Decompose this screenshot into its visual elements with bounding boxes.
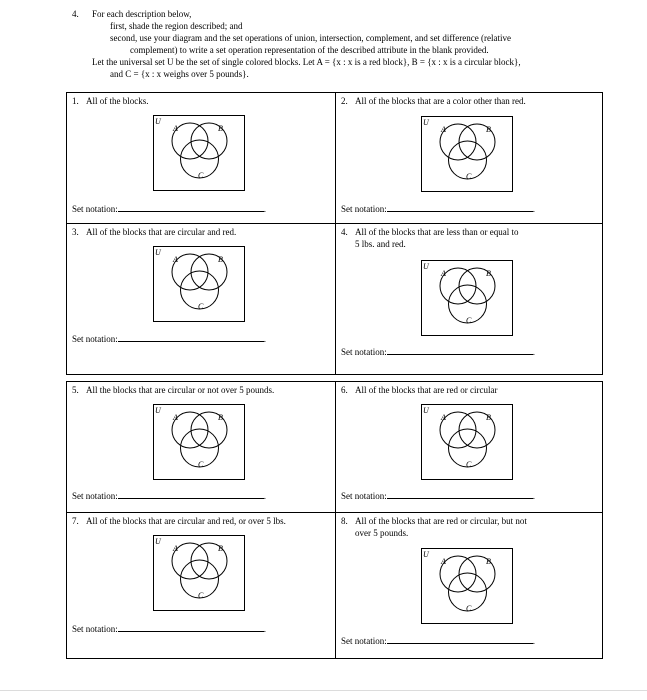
problem-number: 5. bbox=[72, 385, 79, 395]
set-c-label: C bbox=[198, 591, 204, 600]
problem-title bbox=[72, 384, 329, 396]
problem-text: All of the blocks. bbox=[86, 96, 149, 106]
problem-panel-4 bbox=[335, 223, 603, 375]
problem-panel-7 bbox=[66, 512, 336, 659]
set-notation-period: . bbox=[263, 491, 266, 501]
set-notation-row bbox=[72, 623, 266, 635]
venn-diagram[interactable] bbox=[421, 260, 513, 336]
problem-panel-3 bbox=[66, 223, 336, 375]
problem-text: All of the blocks that are circular and red, or over 5 lbs. bbox=[86, 516, 286, 526]
problem-title bbox=[341, 95, 596, 107]
question-line-3: second, use your diagram and the set operations of union, intersection, complement, and set difference (relative bbox=[110, 33, 511, 43]
venn-diagram[interactable] bbox=[421, 548, 513, 624]
venn-svg bbox=[153, 535, 245, 611]
set-notation-row bbox=[72, 490, 266, 502]
problem-text: All the blocks that are circular or not over 5 pounds. bbox=[86, 385, 275, 395]
set-notation-blank[interactable] bbox=[387, 203, 533, 212]
problem-text-continued: over 5 pounds. bbox=[355, 528, 409, 538]
set-notation-blank[interactable] bbox=[118, 333, 264, 342]
set-a-label: A bbox=[441, 413, 446, 422]
set-notation-row bbox=[341, 635, 535, 647]
set-notation-period: . bbox=[263, 624, 266, 634]
set-notation-label: Set notation: bbox=[341, 636, 387, 646]
problem-text: All of the blocks that are red or circular, but not bbox=[355, 516, 527, 526]
universal-set-label: U bbox=[423, 262, 429, 271]
question-line-5: Let the universal set U be the set of single colored blocks. Let A = {x : x is a red block}, B = {x : x is a circular block}, bbox=[92, 57, 521, 67]
problem-title bbox=[341, 384, 596, 396]
problem-title bbox=[72, 515, 329, 527]
set-a-label: A bbox=[173, 255, 178, 264]
problem-text: All of the blocks that are a color other than red. bbox=[355, 96, 526, 106]
problem-title bbox=[341, 226, 596, 250]
set-c-label: C bbox=[466, 604, 472, 613]
set-notation-period: . bbox=[532, 347, 535, 357]
set-notation-blank[interactable] bbox=[118, 623, 264, 632]
question-line-4: complement) to write a set operation representation of the described attribute in the blank provided. bbox=[130, 45, 489, 55]
question-line-1: For each description below, bbox=[92, 9, 192, 19]
set-notation-label: Set notation: bbox=[341, 491, 387, 501]
venn-diagram[interactable] bbox=[153, 115, 245, 191]
set-notation-label: Set notation: bbox=[72, 491, 118, 501]
set-notation-label: Set notation: bbox=[341, 347, 387, 357]
set-b-label: B bbox=[486, 413, 491, 422]
set-notation-period: . bbox=[532, 636, 535, 646]
venn-diagram[interactable] bbox=[421, 116, 513, 192]
problem-number: 3. bbox=[72, 227, 79, 237]
question-line-2: first, shade the region described; and bbox=[110, 21, 243, 31]
problem-text: All of the blocks that are red or circular bbox=[355, 385, 498, 395]
set-b-label: B bbox=[218, 544, 223, 553]
problem-text: All of the blocks that are less than or equal to bbox=[355, 227, 519, 237]
venn-diagram[interactable] bbox=[153, 535, 245, 611]
venn-diagram[interactable] bbox=[153, 404, 245, 480]
venn-svg bbox=[153, 115, 245, 191]
set-b-label: B bbox=[218, 124, 223, 133]
set-c-label: C bbox=[198, 171, 204, 180]
question-line-6: and C = {x : x weighs over 5 pounds}. bbox=[110, 69, 249, 79]
set-c-label: C bbox=[466, 460, 472, 469]
set-c-label: C bbox=[466, 172, 472, 181]
set-b-label: B bbox=[218, 413, 223, 422]
universal-set-label: U bbox=[423, 406, 429, 415]
problem-title bbox=[72, 95, 329, 107]
page-bottom-border bbox=[0, 690, 647, 691]
venn-svg bbox=[153, 246, 245, 322]
problem-number: 2. bbox=[341, 96, 348, 106]
set-a-label: A bbox=[441, 125, 446, 134]
set-b-label: B bbox=[486, 557, 491, 566]
problem-panel-2 bbox=[335, 92, 603, 224]
set-notation-blank[interactable] bbox=[387, 346, 533, 355]
universal-set-label: U bbox=[155, 117, 161, 126]
set-notation-label: Set notation: bbox=[341, 204, 387, 214]
set-b-label: B bbox=[486, 269, 491, 278]
universal-set-label: U bbox=[155, 248, 161, 257]
universal-set-label: U bbox=[155, 406, 161, 415]
set-a-label: A bbox=[441, 557, 446, 566]
set-notation-row bbox=[341, 346, 535, 358]
question-number: 4. bbox=[72, 9, 79, 19]
set-notation-period: . bbox=[532, 204, 535, 214]
set-notation-blank[interactable] bbox=[118, 203, 264, 212]
set-notation-period: . bbox=[532, 491, 535, 501]
set-notation-label: Set notation: bbox=[72, 334, 118, 344]
set-notation-row bbox=[72, 333, 266, 345]
set-c-label: C bbox=[198, 302, 204, 311]
set-b-label: B bbox=[218, 255, 223, 264]
problem-number: 6. bbox=[341, 385, 348, 395]
problem-text: All of the blocks that are circular and red. bbox=[86, 227, 237, 237]
set-a-label: A bbox=[173, 544, 178, 553]
set-b-label: B bbox=[486, 125, 491, 134]
problem-number: 1. bbox=[72, 96, 79, 106]
set-c-label: C bbox=[198, 460, 204, 469]
set-notation-period: . bbox=[263, 204, 266, 214]
problem-panel-8 bbox=[335, 512, 603, 659]
universal-set-label: U bbox=[423, 118, 429, 127]
set-notation-blank[interactable] bbox=[387, 490, 533, 499]
set-a-label: A bbox=[441, 269, 446, 278]
problem-number: 4. bbox=[341, 227, 348, 237]
set-notation-row bbox=[341, 203, 535, 215]
venn-diagram[interactable] bbox=[421, 404, 513, 480]
set-notation-blank[interactable] bbox=[118, 490, 264, 499]
venn-svg bbox=[421, 548, 513, 624]
set-a-label: A bbox=[173, 124, 178, 133]
set-c-label: C bbox=[466, 316, 472, 325]
venn-diagram[interactable] bbox=[153, 246, 245, 322]
problem-number: 8. bbox=[341, 516, 348, 526]
problem-number: 7. bbox=[72, 516, 79, 526]
problem-title bbox=[341, 515, 596, 539]
problem-panel-6 bbox=[335, 381, 603, 513]
set-notation-row bbox=[72, 203, 266, 215]
set-notation-period: . bbox=[263, 334, 266, 344]
problem-panel-5 bbox=[66, 381, 336, 513]
problem-title bbox=[72, 226, 329, 238]
venn-svg bbox=[421, 404, 513, 480]
problem-panel-1 bbox=[66, 92, 336, 224]
set-a-label: A bbox=[173, 413, 178, 422]
venn-svg bbox=[421, 116, 513, 192]
set-notation-label: Set notation: bbox=[72, 624, 118, 634]
universal-set-label: U bbox=[155, 537, 161, 546]
venn-svg bbox=[153, 404, 245, 480]
set-notation-row bbox=[341, 490, 535, 502]
venn-svg bbox=[421, 260, 513, 336]
set-notation-label: Set notation: bbox=[72, 204, 118, 214]
universal-set-label: U bbox=[423, 550, 429, 559]
problem-text-continued: 5 lbs. and red. bbox=[355, 239, 406, 249]
set-notation-blank[interactable] bbox=[387, 635, 533, 644]
